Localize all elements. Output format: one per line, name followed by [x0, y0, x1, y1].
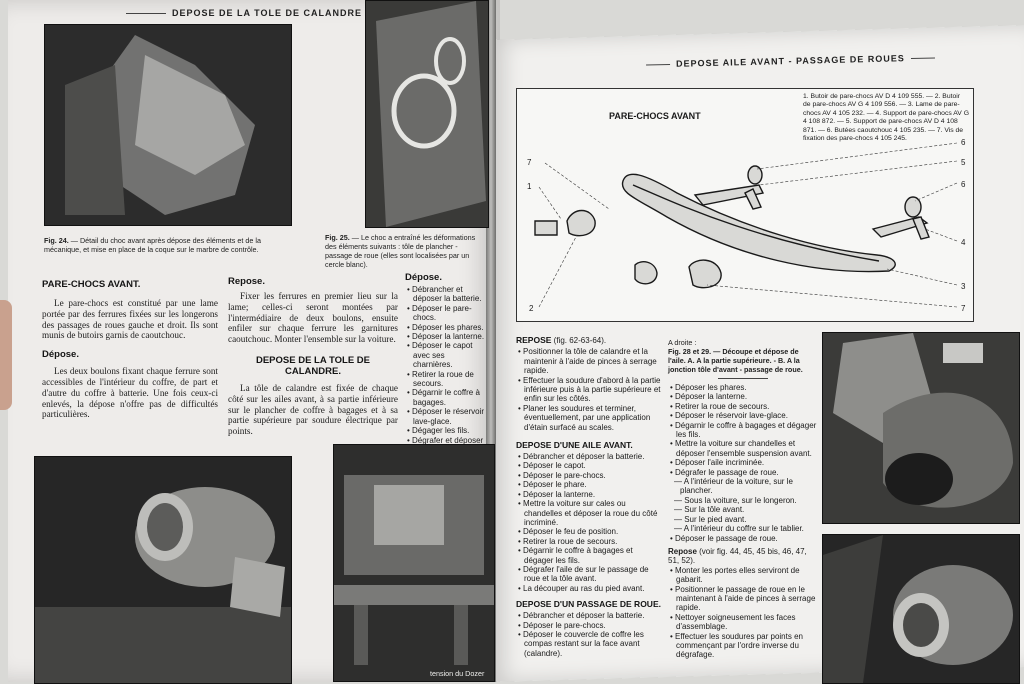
list-item: • Positionner le passage de roue en le maintenant à l'aide de pinces à serrage rapide. [668, 585, 818, 613]
subsection-title: Dépose. [405, 272, 442, 283]
callout-3: 3 [961, 282, 966, 291]
passage-steps-continued [668, 383, 818, 477]
list-item: • Déposer le pare-chocs. [516, 621, 662, 630]
photo-fig28 [822, 332, 1020, 524]
callout-6-mid: 6 [961, 180, 966, 189]
photo-fig29-art [823, 535, 1019, 683]
list-item: • Positionner la tôle de calandre et la maintenir à l'aide de pinces à serrage rapide. [516, 347, 662, 375]
list-item: • Dégarnir le coffre à bagages et dégager les fils. [668, 421, 818, 440]
photo-fig25 [365, 0, 489, 228]
list-item: • Retirer la roue de secours. [668, 402, 818, 411]
bottom-photo-caption: tension du Dozer [430, 669, 485, 678]
list-item: • Déposer les phares. [405, 323, 485, 332]
list-item: — A l'intérieur de la voiture, sur le plancher. [674, 477, 793, 496]
repose-title: REPOSE [516, 335, 552, 345]
left-page-header: DEPOSE DE LA TOLE DE CALANDRE [120, 8, 414, 18]
photo-fig24 [44, 24, 292, 226]
photo-fig24-art [45, 25, 291, 225]
section-title-aile: DEPOSE D'UNE AILE AVANT. [516, 440, 633, 451]
list-item: — A l'intérieur du coffre sur le tablier. [674, 524, 804, 534]
list-item: • Dégrafer l'aile de sur le passage de roue et la tôle avant. [516, 565, 662, 584]
list-item: • Déposer l'aile incriminée. [668, 458, 818, 467]
fig24-caption: Fig. 24. — Détail du choc avant après dépose des éléments et de la mécanique, et mise en place de la coque sur le marbre de contrôle. [44, 236, 261, 254]
right-column-2 [668, 338, 818, 660]
repose-steps-2 [668, 566, 818, 660]
photo-fig29 [822, 534, 1020, 684]
list-item: • Déposer la lanterne. [668, 392, 818, 401]
final-step [668, 534, 818, 543]
fig28-29-intro: A droite : [668, 338, 697, 347]
list-item: • Déposer le pare-chocs. [516, 471, 662, 480]
bumper-exploded-view [517, 89, 973, 321]
repose-title-2: Repose [668, 546, 697, 556]
left-column-2 [228, 276, 398, 437]
callout-6-top: 6 [961, 138, 966, 147]
paragraph: Le pare-chocs est constitué par une lame portée par des ferrures fixées sur les longerons des passages de roues gauche et droit. Ils sont munis de butoirs garnis de caoutchouc. [42, 298, 218, 341]
callout-7-bottom: 7 [961, 304, 966, 313]
callout-7-top: 7 [527, 158, 532, 167]
list-item: • Déposer la lanterne. [516, 490, 662, 499]
dash-list [668, 477, 818, 533]
list-item: • Déposer le feu de position. [516, 527, 662, 536]
list-item: • Déposer le capot. [516, 461, 662, 470]
photo-bottom-right [333, 444, 495, 682]
list-item: • Retirer la roue de secours. [516, 537, 662, 546]
list-item: • Déposer le phare. [516, 480, 662, 489]
list-item: • Déposer le passage de roue. [668, 534, 818, 543]
repose-ref-2: (voir fig. 44, 45, 45 bis, 46, 47, 51, 52). [668, 546, 807, 566]
callout-5: 5 [961, 158, 966, 167]
passage-steps [516, 611, 662, 658]
section-title-passage: DEPOSE D'UN PASSAGE DE ROUE. [516, 599, 661, 610]
fig25-caption: Fig. 25. — Le choc a entraîné les déformations des éléments suivants : tôle de plancher - passage de roue (elles sont localisées par un cercle blanc). [325, 233, 476, 269]
list-item: • Mettre la voiture sur chandelles et déposer l'ensemble suspension avant. [668, 439, 818, 458]
photo-fig28-art [823, 333, 1019, 523]
photo-fig25-art [366, 1, 488, 227]
list-item: • Dégarnir le coffre à bagages. [405, 388, 485, 407]
right-page-header: DEPOSE AILE AVANT - PASSAGE DE ROUES [640, 52, 941, 69]
list-item: • Débrancher et déposer la batterie. [405, 285, 485, 304]
list-item: • Déposer le réservoir lave-glace. [405, 407, 485, 426]
paragraph: Les deux boulons fixant chaque ferrure sont accessibles de l'intérieur du coffre, de part et d'autre du coffre à batterie. Une fois ceux-ci enlevés, la dépose n'offre pas de difficultés particulières. [42, 366, 218, 420]
paragraph: Fixer les ferrures en premier lieu sur la lame; celles-ci seront montées par l'intermédiaire de deux boulons, ensuite enfiler sur chaque ferrure les garnitures caoutchouc. Monter l'ensemble sur la voiture. [228, 291, 398, 345]
list-item: • La découper au ras du pied avant. [516, 584, 662, 593]
list-item: • Dégrafer et déposer [405, 436, 485, 455]
left-column-3 [405, 272, 485, 454]
list-item: • Déposer le capot avec ses charnières. [405, 341, 485, 369]
list-item: • Déposer le couvercle de coffre les compas restant sur la face avant (calandre). [516, 630, 662, 658]
list-item: • Déposer les phares. [668, 383, 818, 392]
list-item: • Débrancher et déposer la batterie. [516, 452, 662, 461]
section-title-pare-chocs: PARE-CHOCS AVANT. [42, 279, 141, 290]
photo-bottom-left-art [35, 457, 291, 683]
repose-ref: (fig. 62-63-64). [553, 336, 607, 345]
list-item: • Dégarnir le coffre à bagages et dégager les fils. [516, 546, 662, 565]
photo-bottom-right-art [334, 445, 494, 681]
repose-steps [516, 347, 662, 432]
list-item: • Effectuer la soudure d'abord à la partie inférieure puis à la partie supérieure et enfin sur les côtés. [516, 376, 662, 404]
list-item: • Déposer la lanterne. [405, 332, 485, 341]
list-item: • Monter les portes elles serviront de gabarit. [668, 566, 818, 585]
bumper-diagram [516, 88, 974, 322]
list-item: — Sur le pied avant. [674, 514, 747, 524]
left-column-1 [42, 279, 218, 420]
subsection-title: Repose. [228, 276, 265, 287]
list-item: • Débrancher et déposer la batterie. [516, 611, 662, 620]
diagram-legend: 1. Butoir de pare-chocs AV D 4 109 555. — 2. Butoir de pare-chocs AV G 4 109 556. — 3. Lame de pare-chocs AV 4 105 232. — 4. Support de pare-chocs AV G 4 108 872. — 5. Support de pare-chocs AV D 4 108 871. — 6. Butées caoutchouc 4 105 235. — 7. Vis de fixation des pare-chocs 4 105 245. [803, 93, 969, 143]
list-item: — Sous la voiture, sur le longeron. [674, 495, 797, 505]
thumb [0, 300, 12, 410]
divider [718, 378, 768, 379]
section-title-tole: DEPOSE DE LA TOLE DE CALANDRE. [255, 354, 371, 377]
right-column-1 [516, 336, 662, 658]
photo-bottom-left [34, 456, 292, 684]
subsection-title: Dépose. [42, 349, 79, 361]
list-item: • Déposer le pare-chocs. [405, 304, 485, 323]
list-item: • Dégrafer le passage de roue. [668, 468, 818, 477]
list-item: • Déposer le réservoir lave-glace. [668, 411, 818, 420]
list-item: • Nettoyer soigneusement les faces d'assemblage. [668, 613, 818, 632]
list-item: • Retirer la roue de secours. [405, 370, 485, 389]
callout-4: 4 [961, 238, 966, 247]
list-item: • Effectuer les soudures par points en commençant par l'ordre inverse du dégrafage. [668, 632, 818, 660]
step-list [405, 285, 485, 454]
paragraph: La tôle de calandre est fixée de chaque côté sur les ailes avant, à sa partie inférieure sur le plancher de coffre à bagages et à sa partie supérieure par soudure électrique par points. [228, 382, 398, 437]
list-item: • Mettre la voiture sur cales ou chandelles et déposer la roue du côté incriminé. [516, 499, 662, 527]
list-item: • Planer les soudures et terminer, éventuellement, par une application d'étain surfacé au scales. [516, 404, 662, 432]
aile-steps [516, 452, 662, 593]
diagram-title: PARE-CHOCS AVANT [609, 111, 701, 121]
callout-2: 2 [529, 304, 534, 313]
fig28-29-caption: Fig. 28 et 29. — Découpe et dépose de l'aile. A. A la partie supérieure. - B. A la jonction tôle d'avant - passage de roue. [668, 347, 803, 374]
list-item: • Dégager les fils. [405, 426, 485, 435]
list-item: — Sur la tôle avant. [674, 505, 745, 515]
callout-1: 1 [527, 182, 532, 191]
